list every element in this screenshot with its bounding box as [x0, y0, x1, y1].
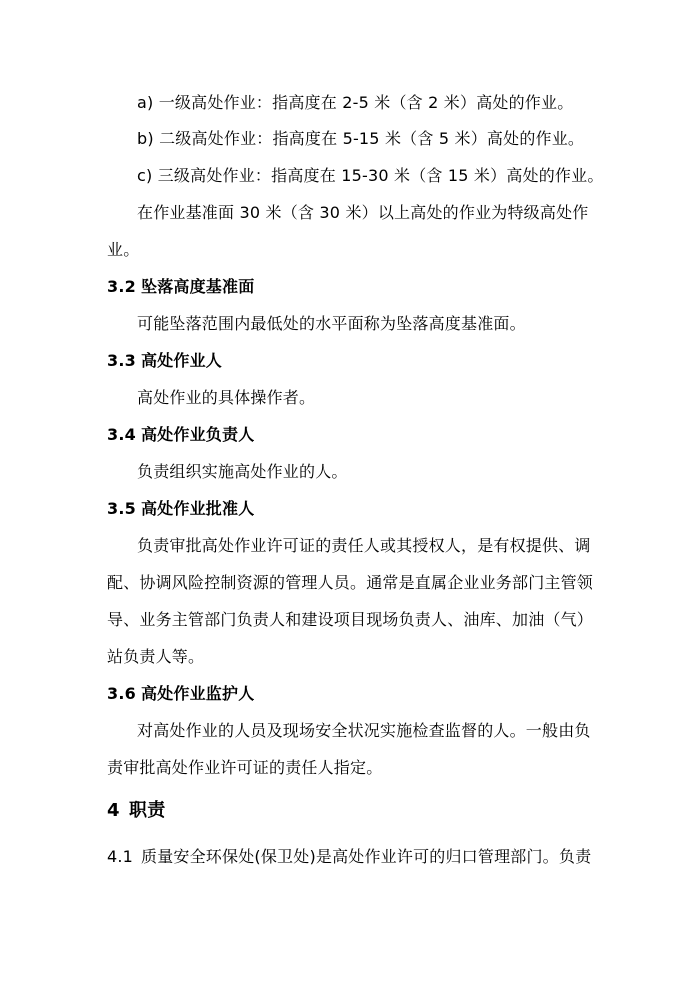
section-body-3-5-line-4: 站负责人等。 [107, 647, 205, 666]
section-heading-3-6 [107, 683, 254, 705]
section-body-3-5-line-3: 导、业务主管部门负责人和建设项目现场负责人、油库、加油（气） [107, 610, 594, 629]
section-title: 高处作业批准人 [141, 499, 255, 518]
section-body-3-3: 高处作业的具体操作者。 [137, 388, 316, 407]
section-body-3-5-line-2: 配、协调风险控制资源的管理人员。通常是直属企业业务部门主管领 [107, 573, 594, 592]
section-number: 4.1 [107, 847, 134, 866]
section-body-3-2: 可能坠落范围内最低处的水平面称为坠落高度基准面。 [137, 314, 526, 333]
section-heading-3-4 [107, 424, 254, 446]
section-title: 坠落高度基准面 [141, 277, 255, 296]
section-body-3-5-line-1: 负责审批高处作业许可证的责任人或其授权人，是有权提供、调 [137, 536, 591, 555]
section-title: 高处作业监护人 [141, 684, 255, 703]
special-level-paragraph-line-1: 在作业基准面 30 米（含 30 米）以上高处的作业为特级高处作 [137, 203, 589, 222]
section-title: 高处作业人 [141, 351, 223, 370]
item-level-3: c) 三级高处作业：指高度在 15-30 米（含 15 米）高处的作业。 [137, 166, 604, 185]
section-number: 3.4 [107, 425, 136, 444]
section-body-3-6-line-2: 责审批高处作业许可证的责任人指定。 [107, 758, 383, 777]
section-body-3-4: 负责组织实施高处作业的人。 [137, 462, 348, 481]
item-level-2: b) 二级高处作业：指高度在 5-15 米（含 5 米）高处的作业。 [137, 129, 585, 148]
section-number: 3.3 [107, 351, 136, 370]
section-heading-4 [107, 800, 165, 822]
section-title: 职责 [129, 800, 166, 821]
section-text: 质量安全环保处(保卫处)是高处作业许可的归口管理部门。负责 [141, 847, 592, 866]
section-heading-3-3 [107, 350, 222, 372]
section-heading-3-5 [107, 498, 254, 520]
section-title: 高处作业负责人 [141, 425, 255, 444]
section-number: 3.6 [107, 684, 136, 703]
section-number: 3.5 [107, 499, 136, 518]
section-body-3-6-line-1: 对高处作业的人员及现场安全状况实施检查监督的人。一般由负 [137, 721, 591, 740]
special-level-paragraph-line-2: 业。 [107, 240, 140, 259]
section-4-1-line [107, 846, 591, 868]
item-level-1: a) 一级高处作业：指高度在 2-5 米（含 2 米）高处的作业。 [137, 93, 574, 112]
section-heading-3-2 [107, 276, 254, 298]
section-number: 3.2 [107, 277, 136, 296]
section-number: 4 [107, 800, 120, 821]
